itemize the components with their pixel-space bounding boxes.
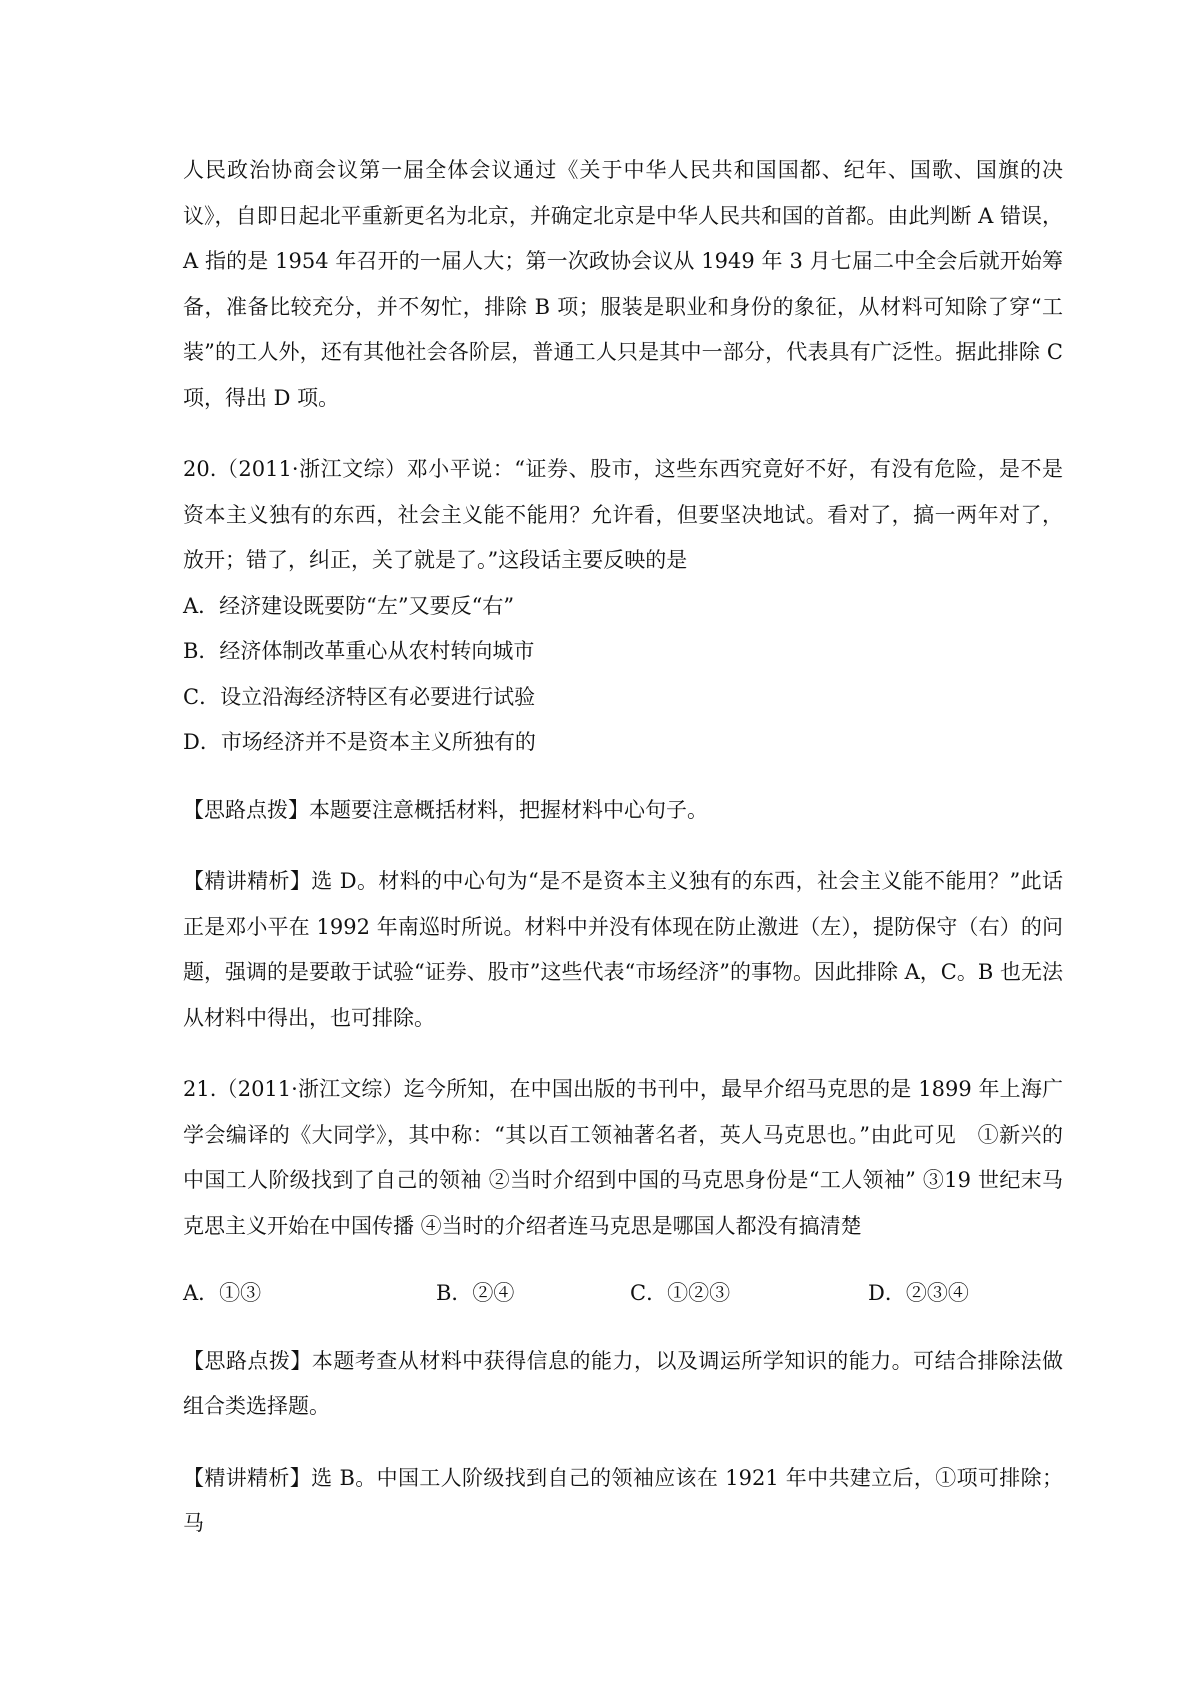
question-21-stem: 21.（2011·浙江文综）迄今所知，在中国出版的书刊中，最早介绍马克思的是 1899 年上海广学会编译的《大同学》，其中称：“其以百工领袖著名者，英人马克思也。”由此可见 ①新兴的中国工人阶级找到了自己的领袖 ②当时介绍到中国的马克思身份是“工人领袖” ③19 世纪末马克思主义开始在中国传播 ④当时的介绍者连马克思是哪国人都没有搞清楚 — [183, 1077, 1063, 1238]
question-21-hint: 【思路点拨】本题考查从材料中获得信息的能力，以及调运所学知识的能力。可结合排除法做组合类选择题。 — [183, 1348, 1063, 1418]
question-20-option-a: A．经济建设既要防“左”又要反“右” — [183, 593, 515, 618]
question-21-option-b: B．②④ — [436, 1281, 515, 1305]
document-content — [183, 148, 1063, 1547]
question-21-option-c: C．①②③ — [630, 1281, 731, 1305]
question-21-option-d: D．②③④ — [868, 1281, 969, 1305]
question-21-options — [183, 1271, 1063, 1317]
question-20-analysis: 【精讲精析】选 D。材料的中心句为“是不是资本主义独有的东西，社会主义能不能用？”此话正是邓小平在 1992 年南巡时所说。材料中并没有体现在防止激进（左），提防保守（右）的问题，强调的是要敢于试验“证券、股市”这些代表“市场经济”的事物。因此排除 A，C。B 也无法从材料中得出，也可排除。 — [183, 869, 1063, 1030]
analysis-paragraph-q19: 人民政治协商会议第一届全体会议通过《关于中华人民共和国国都、纪年、国歌、国旗的决议》，自即日起北平重新更名为北京，并确定北京是中华人民共和国的首都。由此判断 A 错误，A 指的是 1954 年召开的一届人大；第一次政协会议从 1949 年 3 月七届二中全会后就开始筹备，准备比较充分，并不匆忙，排除 B 项；服装是职业和身份的象征，从材料可知除了穿“工装”的工人外，还有其他社会各阶层，普通工人只是其中一部分，代表具有广泛性。据此排除 C 项，得出 D 项。 — [183, 158, 1063, 410]
question-20-hint: 【思路点拨】本题要注意概括材料，把握材料中心句子。 — [183, 797, 708, 822]
question-20-stem: 20.（2011·浙江文综）邓小平说：“证券、股市，这些东西究竟好不好，有没有危险，是不是资本主义独有的东西，社会主义能不能用？允许看，但要坚决地试。看对了，搞一两年对了，放开；错了，纠正，关了就是了。”这段话主要反映的是 — [183, 457, 1063, 572]
question-20-option-b: B．经济体制改革重心从农村转向城市 — [183, 639, 535, 663]
question-20-option-d: D．市场经济并不是资本主义所独有的 — [183, 730, 536, 754]
question-21-analysis: 【精讲精析】选 B。中国工人阶级找到自己的领袖应该在 1921 年中共建立后，①项可排除；马 — [183, 1465, 1063, 1535]
question-21-option-a: A．①③ — [183, 1281, 262, 1305]
question-20-option-c: C．设立沿海经济特区有必要进行试验 — [183, 684, 536, 709]
